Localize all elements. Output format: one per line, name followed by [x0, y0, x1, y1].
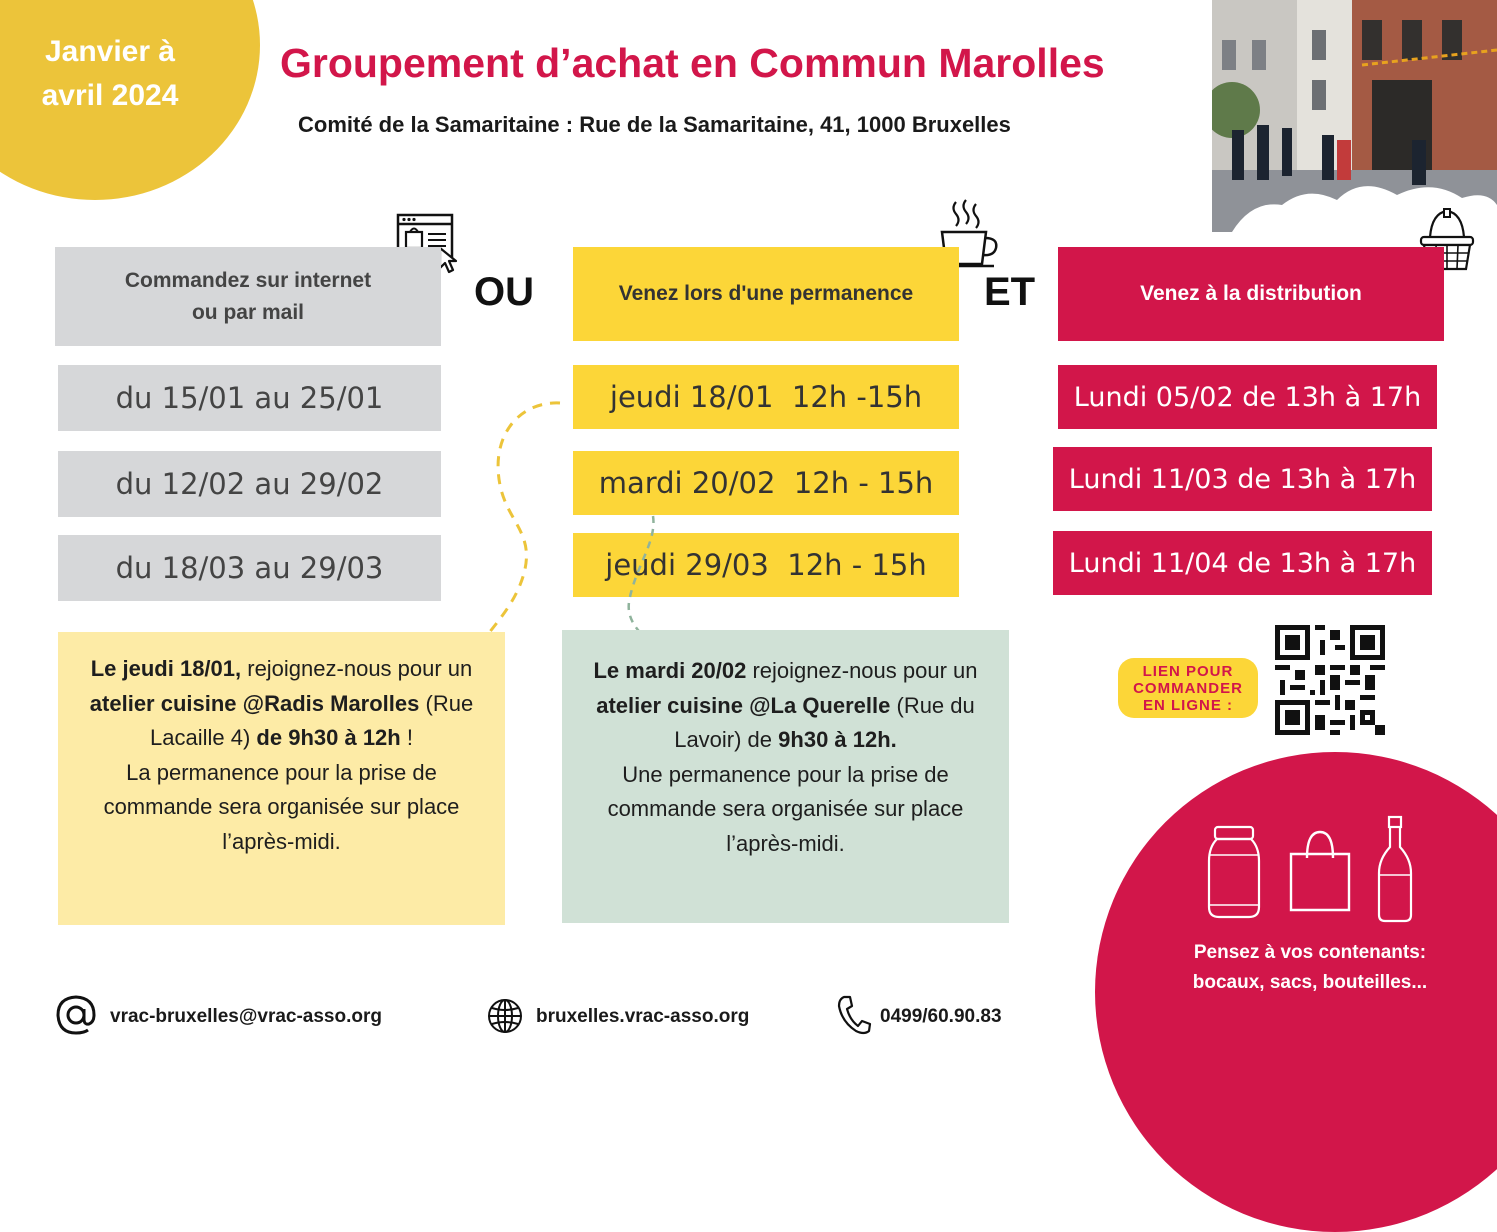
header-order-online-line2: ou par mail — [191, 300, 305, 324]
distribution-slot-1: Lundi 05/02 de 13h à 17h — [1058, 365, 1437, 429]
globe-icon — [486, 997, 524, 1035]
bottle-icon — [1375, 815, 1415, 925]
workshop-radis-text-1: rejoignez-nous pour un — [241, 656, 473, 681]
footer-email[interactable]: vrac-bruxelles@vrac-asso.org — [110, 1006, 382, 1027]
permanence-slot-2: mardi 20/02 12h - 15h — [573, 451, 959, 515]
distribution-slot-2: Lundi 11/03 de 13h à 17h — [1053, 447, 1432, 511]
phone-icon — [836, 994, 872, 1036]
connector-et: ET — [984, 270, 1036, 314]
containers-reminder-line1: Pensez à vos contenants: — [1193, 942, 1427, 963]
qr-code[interactable] — [1275, 625, 1385, 735]
online-order-line1: LIEN POUR — [1142, 662, 1234, 680]
workshop-querelle-place: atelier cuisine @La Querelle — [596, 692, 891, 718]
containers-reminder — [1150, 938, 1470, 998]
containers-reminder-line2: bocaux, sacs, bouteilles... — [1192, 972, 1428, 993]
workshop-radis-place: atelier cuisine @Radis Marolles — [89, 690, 420, 716]
online-order-badge — [1118, 658, 1258, 718]
jar-icon — [1205, 825, 1263, 920]
workshop-querelle-text-1: rejoignez-nous pour un — [746, 658, 978, 683]
street-photo — [1212, 0, 1497, 232]
footer-website[interactable]: bruxelles.vrac-asso.org — [536, 1006, 750, 1027]
workshop-radis-permanence-note: La permanence pour la prise de commande sera organisée sur place l’après-midi. — [103, 759, 460, 854]
workshop-radis-address: (Rue Lacaille 4) — [150, 690, 474, 750]
workshop-radis-hours: de 9h30 à 12h — [256, 725, 401, 750]
dashed-arrow-yellow — [460, 395, 580, 665]
distribution-slot-3: Lundi 11/04 de 13h à 17h — [1053, 531, 1432, 595]
order-period-3: du 18/03 au 29/03 — [58, 535, 441, 601]
workshop-querelle-date: Le mardi 20/02 — [593, 658, 747, 683]
permanence-slot-3: jeudi 29/03 12h - 15h — [573, 533, 959, 597]
page-title: Groupement d’achat en Commun Marolles — [280, 40, 1105, 86]
footer-phone[interactable]: 0499/60.90.83 — [880, 1006, 1002, 1027]
order-period-2: du 12/02 au 29/02 — [58, 451, 441, 517]
workshop-radis-date: Le jeudi 18/01, — [90, 656, 242, 681]
info-box-workshop-radis — [58, 632, 505, 925]
online-order-line3: EN LIGNE : — [1142, 696, 1233, 714]
info-box-workshop-querelle — [562, 630, 1009, 923]
header-distribution: Venez à la distribution — [1058, 247, 1444, 341]
workshop-querelle-permanence-note: Une permanence pour la prise de commande sera organisée sur place l’après-midi. — [607, 761, 964, 856]
online-order-line2: COMMANDER — [1133, 679, 1243, 697]
header-permanence: Venez lors d'une permanence — [573, 247, 959, 341]
header-order-online — [55, 247, 441, 346]
address-subtitle: Comité de la Samaritaine : Rue de la Samaritaine, 41, 1000 Bruxelles — [298, 112, 1011, 137]
order-period-1: du 15/01 au 25/01 — [58, 365, 441, 431]
at-icon — [56, 995, 96, 1035]
header-order-online-line1: Commandez sur internet — [124, 268, 372, 292]
date-range-line1: Janvier à — [44, 35, 176, 68]
workshop-querelle-hours: 9h30 à 12h. — [778, 727, 897, 752]
permanence-slot-1: jeudi 18/01 12h -15h — [573, 365, 959, 429]
bag-icon — [1287, 828, 1353, 914]
date-range-line2: avril 2024 — [41, 79, 179, 112]
workshop-querelle-address: (Rue du Lavoir) de — [674, 692, 975, 752]
connector-ou: OU — [474, 270, 534, 314]
date-range — [10, 30, 210, 118]
workshop-radis-text-2: ! — [400, 725, 413, 750]
